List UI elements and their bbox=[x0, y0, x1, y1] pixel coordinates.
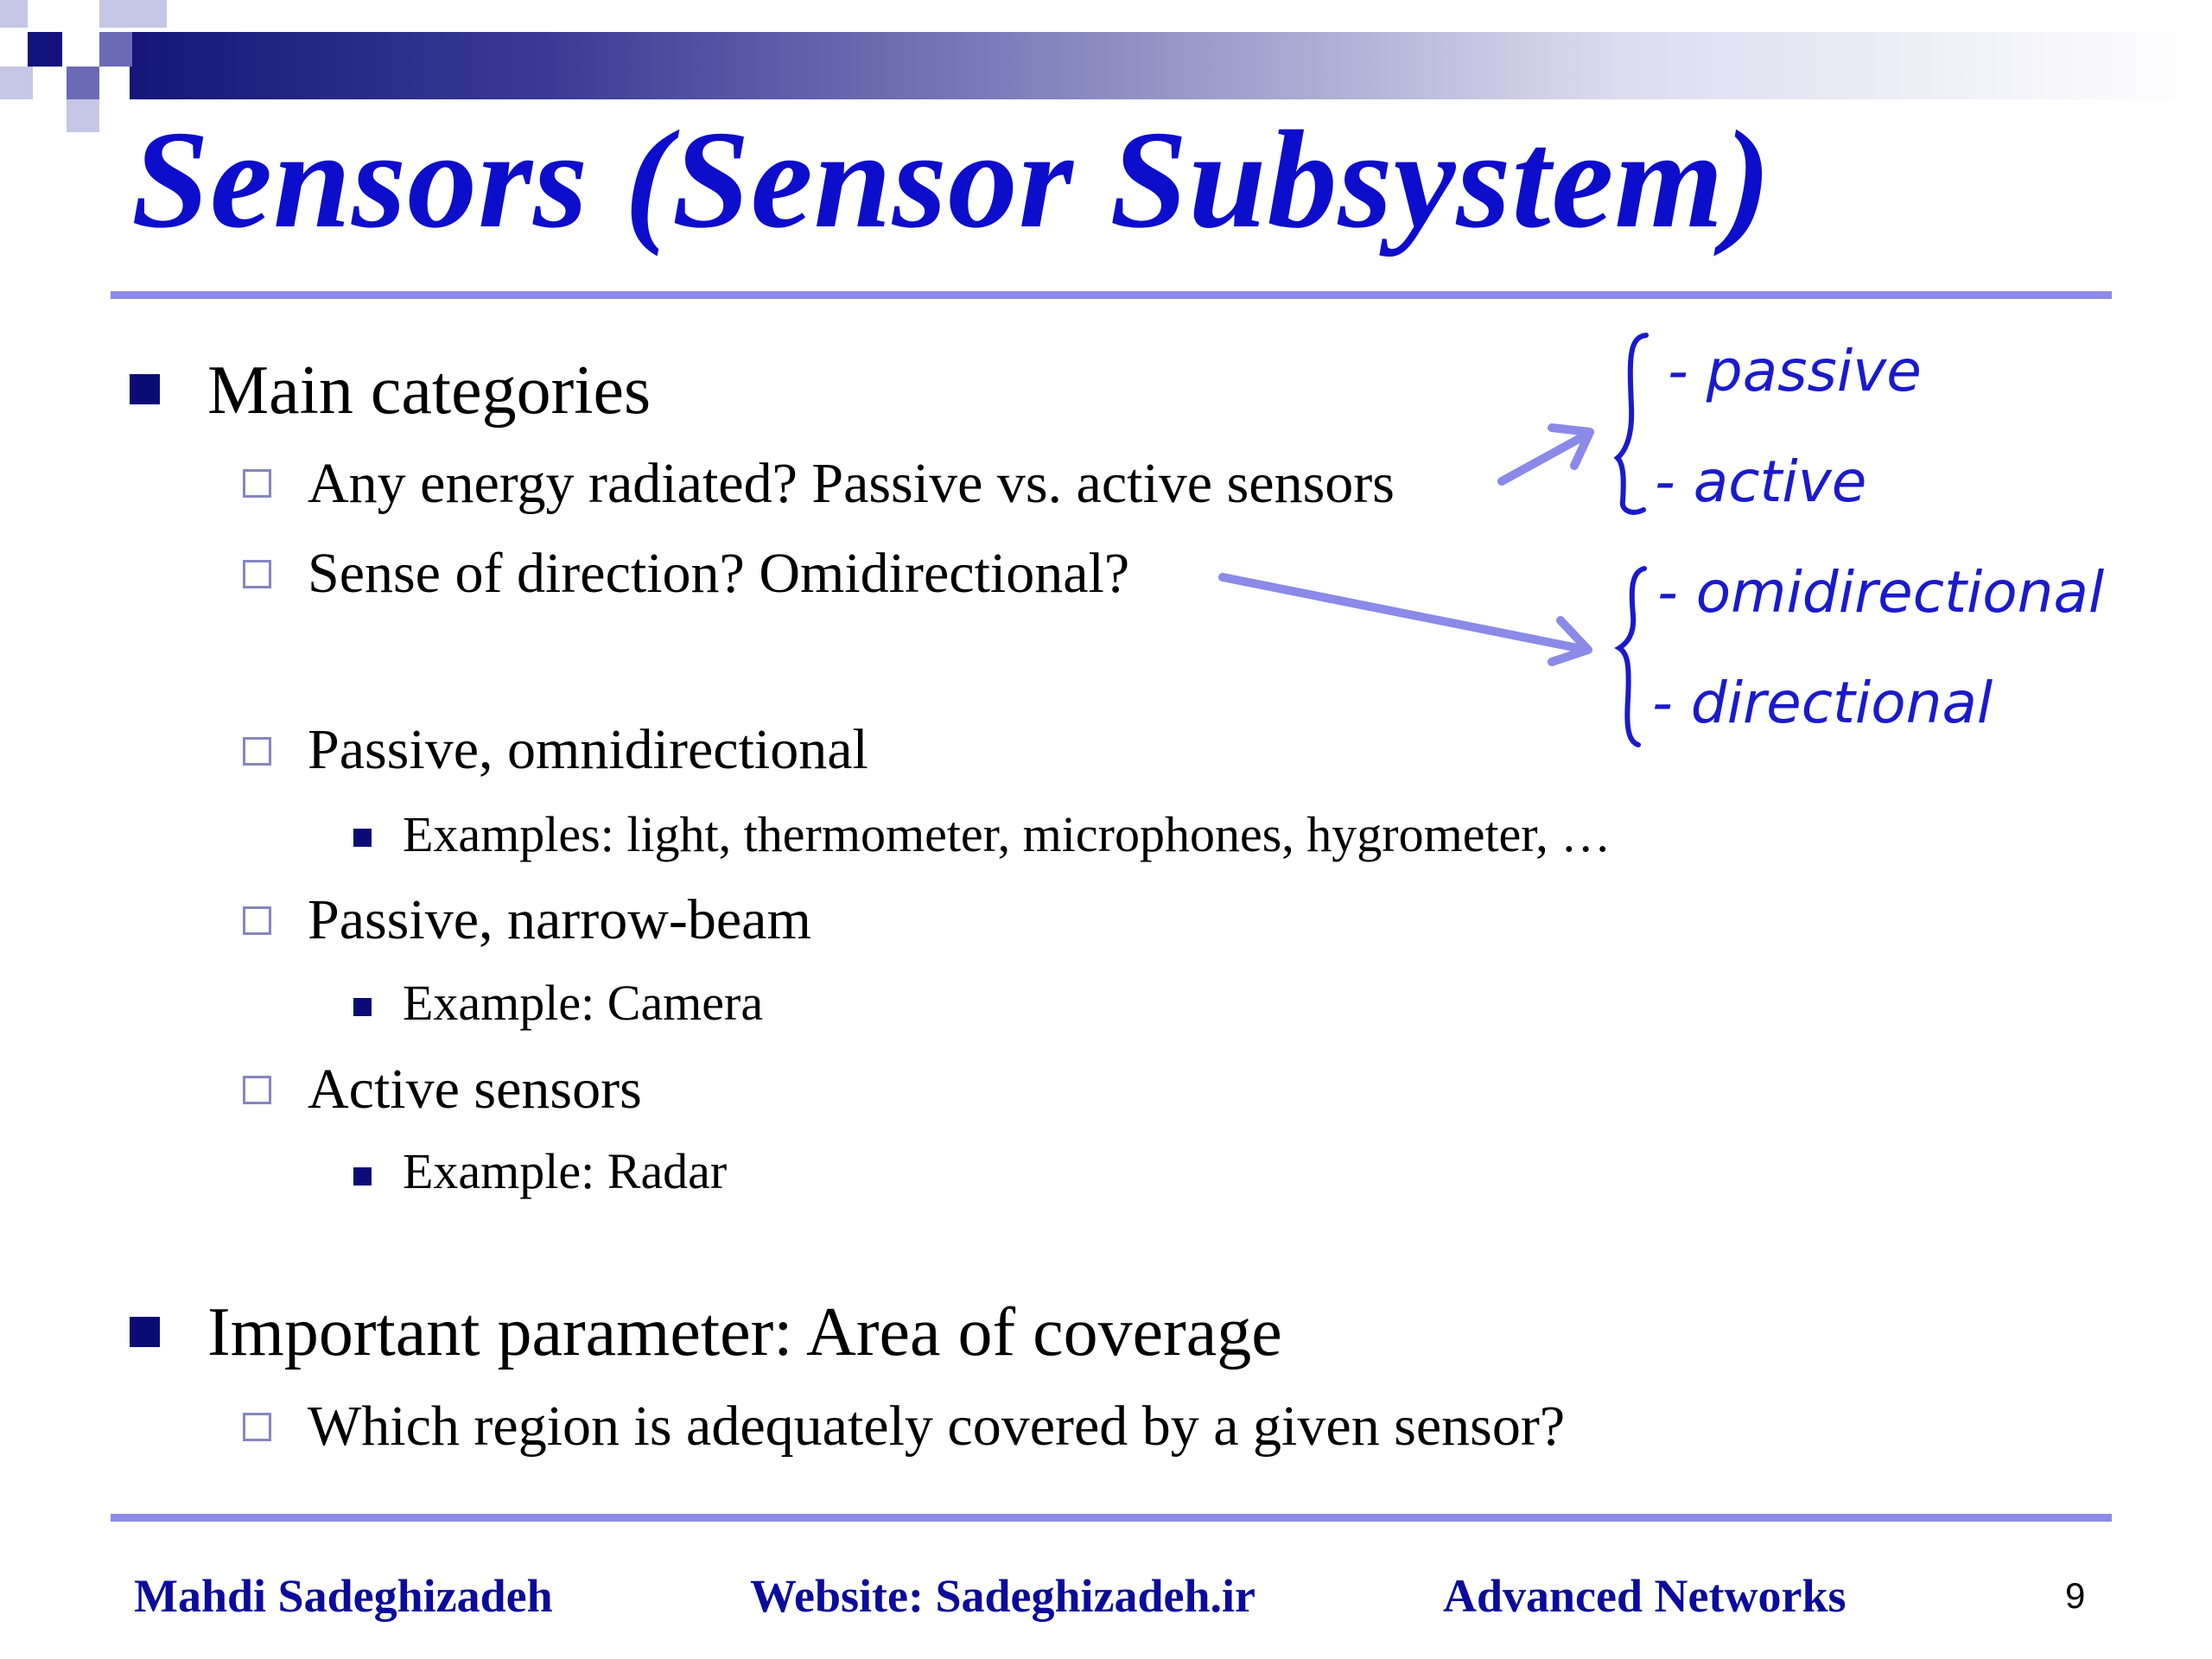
annotation-passive: - passive bbox=[1668, 338, 1922, 404]
annotation-arrow-line bbox=[1223, 577, 1586, 650]
item-energy-radiated: Any energy radiated? Passive vs. active sensors bbox=[308, 452, 1395, 515]
annotation-active: - active bbox=[1655, 448, 1867, 515]
slide-title: Sensors (Sensor Subsystem) bbox=[131, 103, 1772, 257]
footer-course: Advanced Networks bbox=[1443, 1570, 1847, 1622]
footer-website: Website: Sadeghizadeh.ir bbox=[750, 1570, 1256, 1622]
item-sense-of-direction: Sense of direction? Omidirectional? bbox=[308, 542, 1130, 605]
left-brace-icon bbox=[1619, 569, 1644, 745]
left-brace-icon bbox=[1618, 335, 1646, 512]
footer-author: Mahdi Sadeghizadeh bbox=[134, 1570, 553, 1622]
item-coverage-question: Which region is adequately covered by a given sensor? bbox=[308, 1395, 1566, 1458]
item-passive-omnidirectional: Passive, omnidirectional bbox=[308, 718, 868, 781]
bullet-important-parameter: Important parameter: Area of coverage bbox=[207, 1294, 1282, 1370]
bullet-main-categories: Main categories bbox=[207, 353, 652, 429]
item-active-sensors: Active sensors bbox=[308, 1058, 642, 1121]
example-passive-omnidirectional: Examples: light, thermometer, microphones, hygrometer, … bbox=[403, 806, 1611, 862]
example-passive-narrow-beam: Example: Camera bbox=[403, 975, 764, 1031]
page-number: 9 bbox=[2065, 1575, 2086, 1616]
annotation-omidirectional: - omidirectional bbox=[1657, 559, 2105, 626]
item-passive-narrow-beam: Passive, narrow-beam bbox=[308, 888, 811, 951]
annotation-directional: - directional bbox=[1652, 670, 1993, 736]
example-active-sensors: Example: Radar bbox=[403, 1143, 728, 1199]
